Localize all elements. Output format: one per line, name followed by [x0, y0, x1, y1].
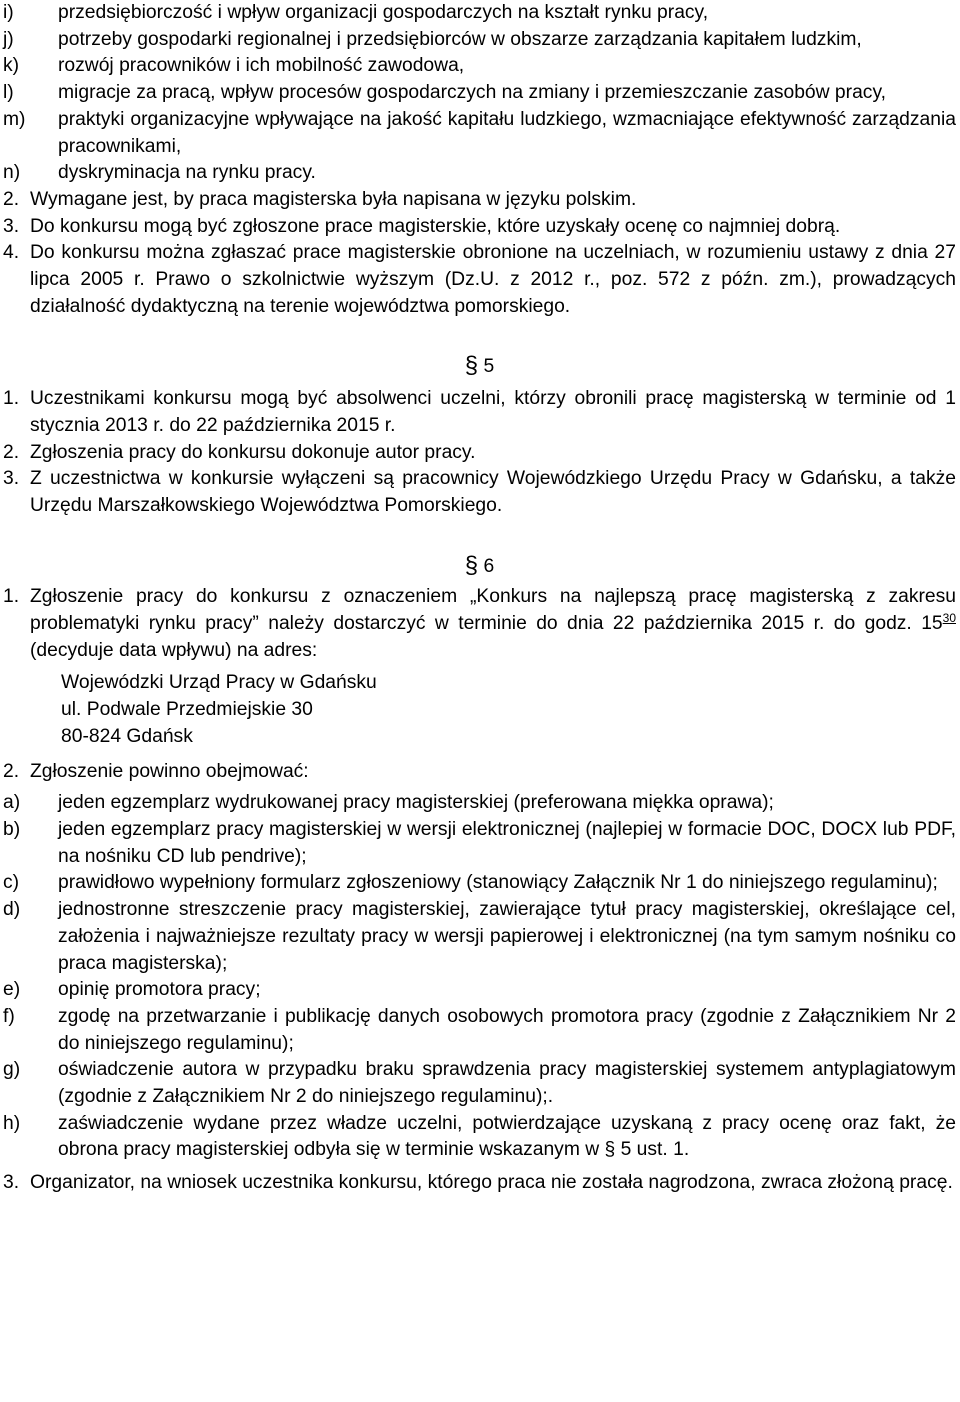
point-text: Wymagane jest, by praca magisterska była napisana w języku polskim.: [30, 188, 637, 210]
list-item-e: [3, 977, 956, 1004]
point-label: 2.: [3, 441, 20, 463]
point-2: [3, 759, 956, 786]
list-item-m: [3, 107, 956, 160]
point-label: 3.: [3, 468, 20, 490]
numbered-points-section-4: [3, 187, 956, 321]
deadline-minutes: 30: [942, 611, 956, 626]
point-label: 3.: [3, 215, 20, 237]
section-5-heading: [3, 353, 956, 381]
point-1: [3, 584, 956, 664]
point-label: 1.: [3, 388, 20, 410]
list-item-label: i): [3, 2, 14, 23]
address-line: Wojewódzki Urząd Pracy w Gdańsku: [61, 672, 377, 694]
section-symbol: §: [464, 352, 479, 380]
point-text-main: Zgłoszenie pracy do konkursu z oznaczeniem „Konkurs na najlepszą pracę magisterską z zakresu problematyki rynku pracy” należy dostarczyć w terminie do dnia 22 października 2015 r. do godz. 15: [30, 586, 956, 635]
lettered-list-continued: [3, 0, 956, 187]
list-item-label: b): [3, 818, 21, 840]
postal-address: [3, 670, 956, 750]
list-item-g: [3, 1057, 956, 1110]
point-text: [30, 584, 956, 664]
point-label: 3.: [3, 1172, 20, 1194]
list-item-label: n): [3, 162, 21, 184]
section-number: 6: [483, 555, 495, 577]
list-item-j: [3, 27, 956, 54]
list-item-l: [3, 80, 956, 107]
list-item-text: zgodę na przetwarzanie i publikację danych osobowych promotora pracy (zgodnie z Załącznikiem Nr 2 do niniejszego regulaminu);: [58, 1005, 956, 1054]
point-text: Zgłoszenia pracy do konkursu dokonuje autor pracy.: [30, 441, 476, 463]
list-item-k: [3, 53, 956, 80]
list-item-c: [3, 870, 956, 897]
list-item-a: [3, 790, 956, 817]
list-item-text: jednostronne streszczenie pracy magisterskiej, zawierające tytuł pracy magisterskiej, określające cel, założenia i najważniejsze rezultaty pracy w wersji papierowej i elektronicznej (na tym samym nośniku co praca magisterska);: [58, 899, 956, 974]
point-label: 4.: [3, 242, 20, 264]
list-item-text: dyskryminacja na rynku pracy.: [58, 162, 316, 184]
list-item-d: [3, 897, 956, 977]
list-item-h: [3, 1111, 956, 1164]
list-item-label: j): [3, 28, 14, 50]
list-item-b: [3, 817, 956, 870]
address-line: 80-824 Gdańsk: [61, 725, 193, 747]
point-text: Uczestnikami konkursu mogą być absolwenci uczelni, którzy obronili pracę magisterską w terminie od 1 stycznia 2013 r. do 22 października 2015 r.: [30, 388, 956, 436]
section-5-points: [3, 386, 956, 520]
list-item-label: e): [3, 979, 21, 1001]
list-item-text: oświadczenie autora w przypadku braku sprawdzenia pracy magisterskiej systemem antyplagiatowym (zgodnie z Załącznikiem Nr 2 do niniejszego regulaminu);.: [58, 1059, 956, 1108]
section-symbol: §: [464, 551, 479, 579]
point-2: [3, 440, 956, 467]
list-item-text: praktyki organizacyjne wpływające na jakość kapitału ludzkiego, wzmacniające efektywność zarządzania pracownikami,: [58, 108, 956, 157]
point-text: Organizator, na wniosek uczestnika konkursu, którego praca nie została nagrodzona, zwraca złożoną pracę.: [30, 1172, 953, 1194]
point-label: 2.: [3, 188, 20, 210]
point-text: Z uczestnictwa w konkursie wyłączeni są pracownicy Wojewódzkiego Urzędu Pracy w Gdańsku, a także Urzędu Marszałkowskiego Województwa Pomorskiego.: [30, 468, 956, 516]
list-item-label: c): [3, 872, 20, 894]
point-label: 1.: [3, 586, 20, 608]
list-item-f: [3, 1004, 956, 1057]
address-line: ul. Podwale Przedmiejskie 30: [61, 699, 313, 721]
submission-contents-list: [3, 790, 956, 1164]
list-item-label: d): [3, 899, 21, 921]
point-text: Zgłoszenie powinno obejmować:: [30, 760, 309, 782]
point-1: [3, 386, 956, 439]
list-item-label: h): [3, 1112, 21, 1134]
list-item-label: l): [3, 82, 14, 104]
point-3: [3, 1170, 956, 1197]
list-item-text: zaświadczenie wydane przez władze uczelni, potwierdzające uzyskaną z pracy ocenę oraz fakt, że obrona pracy magisterskiej odbyła się w terminie wskazanym w § 5 ust. 1.: [58, 1112, 956, 1161]
list-item-text: opinię promotora pracy;: [58, 979, 261, 1001]
list-item-text: potrzeby gospodarki regionalnej i przedsiębiorców w obszarze zarządzania kapitałem ludzkim,: [58, 28, 862, 50]
list-item-text: jeden egzemplarz pracy magisterskiej w wersji elektronicznej (najlepiej w formacie DOC, DOCX lub PDF, na nośniku CD lub pendrive);: [58, 818, 956, 867]
list-item-text: prawidłowo wypełniony formularz zgłoszeniowy (stanowiący Załącznik Nr 1 do niniejszego regulaminu);: [58, 872, 938, 894]
point-4: [3, 240, 956, 320]
point-2: [3, 187, 956, 214]
list-item-label: g): [3, 1059, 21, 1081]
section-6-points: [3, 584, 956, 1196]
point-3: [3, 214, 956, 241]
point-label: 2.: [3, 760, 20, 782]
list-item-label: a): [3, 792, 21, 814]
point-3: [3, 466, 956, 519]
section-number: 5: [483, 356, 495, 378]
list-item-n: [3, 160, 956, 187]
list-item-text: migracje za pracą, wpływ procesów gospodarczych na zmiany i przemieszczanie zasobów pracy,: [58, 82, 887, 104]
point-text-tail: (decyduje data wpływu) na adres:: [30, 639, 318, 661]
point-text: Do konkursu mogą być zgłoszone prace magisterskie, które uzyskały ocenę co najmniej dobrą.: [30, 215, 841, 237]
section-6-heading: [3, 553, 956, 581]
list-item-text: przedsiębiorczość i wpływ organizacji gospodarczych na kształt rynku pracy,: [58, 2, 709, 23]
list-item-text: jeden egzemplarz wydrukowanej pracy magisterskiej (preferowana miękka oprawa);: [58, 792, 774, 814]
list-item-text: rozwój pracowników i ich mobilność zawodowa,: [58, 55, 465, 77]
list-item-label: k): [3, 55, 20, 77]
point-text: Do konkursu można zgłaszać prace magisterskie obronione na uczelniach, w rozumieniu ustawy z dnia 27 lipca 2005 r. Prawo o szkolnictwie wyższym (Dz.U. z 2012 r., poz. 572 z późn. zm.), prowadzących działalność dydaktyczną na terenie województwa pomorskiego.: [30, 242, 956, 317]
list-item-i: [3, 0, 956, 27]
list-item-label: f): [3, 1005, 15, 1027]
list-item-label: m): [3, 108, 26, 130]
